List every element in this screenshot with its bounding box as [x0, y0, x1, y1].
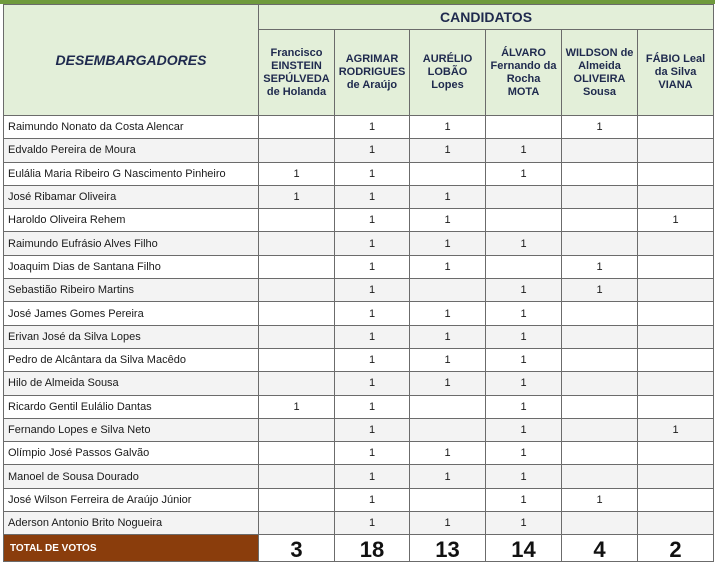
vote-cell	[638, 442, 714, 465]
votes-table	[3, 4, 714, 562]
vote-cell: 1	[486, 442, 562, 465]
vote-cell	[486, 116, 562, 139]
desembargador-name: José Wilson Ferreira de Araújo Júnior	[4, 488, 259, 511]
desembargador-name: Manoel de Sousa Dourado	[4, 465, 259, 488]
vote-cell: 1	[335, 395, 410, 418]
candidate-name-line: de Araújo	[346, 79, 398, 91]
table-row	[4, 372, 714, 395]
table-row	[4, 209, 714, 232]
vote-cell	[259, 139, 335, 162]
vote-cell	[562, 348, 638, 371]
candidatos-header: CANDIDATOS	[259, 5, 714, 30]
vote-cell	[638, 325, 714, 348]
vote-cell	[562, 395, 638, 418]
desembargador-name: Edvaldo Pereira de Moura	[4, 139, 259, 162]
candidate-name-line: Lopes	[431, 79, 464, 91]
candidate-header	[486, 30, 562, 116]
vote-cell	[638, 255, 714, 278]
vote-cell: 1	[638, 209, 714, 232]
vote-cell	[562, 325, 638, 348]
vote-cell: 1	[335, 348, 410, 371]
vote-cell	[410, 279, 486, 302]
vote-cell	[562, 209, 638, 232]
vote-cell: 1	[335, 418, 410, 441]
vote-cell: 1	[486, 372, 562, 395]
vote-cell	[562, 418, 638, 441]
totals-row	[4, 535, 714, 562]
vote-cell	[638, 116, 714, 139]
vote-cell: 1	[410, 348, 486, 371]
vote-cell: 1	[410, 185, 486, 208]
vote-cell	[638, 185, 714, 208]
vote-cell	[562, 465, 638, 488]
table-row	[4, 116, 714, 139]
vote-cell	[638, 395, 714, 418]
vote-cell: 1	[410, 325, 486, 348]
candidate-name-line: MOTA	[507, 85, 540, 98]
vote-cell: 1	[259, 162, 335, 185]
desembargador-name: Joaquim Dias de Santana Filho	[4, 255, 259, 278]
vote-cell	[259, 512, 335, 535]
vote-cell: 1	[335, 442, 410, 465]
desembargador-name: Sebastião Ribeiro Martins	[4, 279, 259, 302]
candidate-name-line: LOBÃO	[427, 66, 468, 78]
candidate-header	[410, 30, 486, 116]
table-row	[4, 488, 714, 511]
desembargador-name: Aderson Antonio Brito Nogueira	[4, 512, 259, 535]
votes-body	[4, 116, 714, 535]
vote-cell	[259, 488, 335, 511]
vote-cell: 1	[259, 395, 335, 418]
table-row	[4, 302, 714, 325]
candidate-name-line: AGRIMAR	[345, 53, 399, 65]
vote-cell	[562, 512, 638, 535]
vote-cell: 1	[486, 512, 562, 535]
vote-cell	[486, 209, 562, 232]
vote-cell: 1	[335, 232, 410, 255]
vote-cell: 1	[410, 302, 486, 325]
vote-cell: 1	[335, 512, 410, 535]
vote-cell: 1	[335, 488, 410, 511]
total-value-cell: 4	[562, 535, 638, 562]
vote-cell: 1	[335, 255, 410, 278]
vote-cell: 1	[486, 162, 562, 185]
vote-cell: 1	[335, 116, 410, 139]
candidate-name-line: RODRIGUES	[338, 66, 406, 78]
vote-cell: 1	[410, 442, 486, 465]
candidate-name-line: OLIVEIRA	[573, 72, 626, 85]
vote-cell	[562, 302, 638, 325]
vote-cell: 1	[486, 465, 562, 488]
vote-cell: 1	[410, 139, 486, 162]
desembargador-name: Raimundo Eufrásio Alves Filho	[4, 232, 259, 255]
desembargador-name: Eulália Maria Ribeiro G Nascimento Pinheiro	[4, 162, 259, 185]
candidate-name-line: Fernando da	[490, 59, 557, 72]
vote-cell	[638, 279, 714, 302]
candidate-name-line: AURÉLIO	[422, 53, 473, 65]
vote-cell: 1	[486, 325, 562, 348]
vote-cell	[486, 255, 562, 278]
vote-cell	[259, 255, 335, 278]
vote-cell: 1	[486, 279, 562, 302]
vote-cell: 1	[335, 372, 410, 395]
vote-cell	[638, 139, 714, 162]
vote-cell: 1	[335, 325, 410, 348]
vote-cell	[638, 372, 714, 395]
vote-cell: 1	[410, 232, 486, 255]
table-row	[4, 139, 714, 162]
vote-cell: 1	[410, 372, 486, 395]
vote-cell	[259, 232, 335, 255]
vote-cell	[562, 185, 638, 208]
vote-cell: 1	[486, 139, 562, 162]
table-row	[4, 395, 714, 418]
table-row	[4, 442, 714, 465]
vote-cell	[259, 116, 335, 139]
vote-cell	[638, 162, 714, 185]
desembargador-name: Raimundo Nonato da Costa Alencar	[4, 116, 259, 139]
vote-cell: 1	[259, 185, 335, 208]
desembargador-name: José James Gomes Pereira	[4, 302, 259, 325]
vote-cell	[410, 395, 486, 418]
candidate-name-line: Almeida	[578, 59, 621, 72]
vote-cell: 1	[335, 465, 410, 488]
vote-cell	[638, 232, 714, 255]
vote-cell: 1	[562, 488, 638, 511]
vote-cell: 1	[410, 512, 486, 535]
vote-cell	[259, 418, 335, 441]
vote-cell	[410, 418, 486, 441]
table-row	[4, 185, 714, 208]
vote-cell: 1	[562, 116, 638, 139]
total-value-cell: 3	[259, 535, 335, 562]
table-row	[4, 348, 714, 371]
vote-cell	[562, 442, 638, 465]
vote-cell: 1	[486, 418, 562, 441]
desembargador-name: Hilo de Almeida Sousa	[4, 372, 259, 395]
total-value-cell: 13	[410, 535, 486, 562]
vote-cell: 1	[410, 465, 486, 488]
vote-cell: 1	[410, 209, 486, 232]
candidate-name-line: SEPÚLVEDA	[263, 72, 330, 85]
candidate-header	[638, 30, 714, 116]
total-value-cell: 2	[638, 535, 714, 562]
vote-cell: 1	[410, 255, 486, 278]
vote-cell: 1	[335, 185, 410, 208]
table-row	[4, 465, 714, 488]
table-row	[4, 325, 714, 348]
vote-cell	[486, 185, 562, 208]
candidate-name-line: Sousa	[582, 85, 616, 98]
vote-cell	[562, 232, 638, 255]
candidate-header	[562, 30, 638, 116]
table-row	[4, 279, 714, 302]
vote-cell	[410, 162, 486, 185]
vote-cell	[259, 442, 335, 465]
table-row	[4, 418, 714, 441]
candidate-name-line: WILDSON de	[565, 46, 634, 59]
candidate-header	[259, 30, 335, 116]
vote-cell	[259, 325, 335, 348]
vote-cell	[259, 348, 335, 371]
desembargador-name: Ricardo Gentil Eulálio Dantas	[4, 395, 259, 418]
vote-cell	[259, 372, 335, 395]
candidate-name-line: VIANA	[658, 79, 693, 91]
vote-cell	[259, 465, 335, 488]
candidate-name-line: FÁBIO Leal	[645, 53, 706, 65]
candidate-name-line: da Silva	[654, 66, 697, 78]
vote-cell: 1	[486, 232, 562, 255]
vote-cell: 1	[562, 279, 638, 302]
vote-cell	[259, 302, 335, 325]
vote-cell	[562, 162, 638, 185]
vote-cell: 1	[335, 162, 410, 185]
candidate-name-line: Rocha	[506, 72, 541, 85]
vote-cell	[562, 372, 638, 395]
vote-cell	[259, 209, 335, 232]
vote-cell: 1	[486, 302, 562, 325]
desembargador-name: Haroldo Oliveira Rehem	[4, 209, 259, 232]
desembargador-name: Pedro de Alcântara da Silva Macêdo	[4, 348, 259, 371]
candidate-name-line: ÁLVARO	[501, 46, 546, 59]
vote-cell	[410, 488, 486, 511]
candidate-name-line: EINSTEIN	[271, 59, 322, 72]
vote-cell: 1	[335, 279, 410, 302]
table-row	[4, 512, 714, 535]
vote-cell	[638, 302, 714, 325]
desembargador-name: Fernando Lopes e Silva Neto	[4, 418, 259, 441]
desembargador-name: Olímpio José Passos Galvão	[4, 442, 259, 465]
candidate-name-line: de Holanda	[266, 85, 327, 98]
vote-cell: 1	[335, 209, 410, 232]
vote-cell: 1	[486, 348, 562, 371]
vote-cell	[638, 465, 714, 488]
table-row	[4, 232, 714, 255]
candidate-header	[335, 30, 410, 116]
vote-cell: 1	[335, 139, 410, 162]
vote-cell: 1	[638, 418, 714, 441]
candidate-name-line: Francisco	[270, 46, 323, 59]
vote-cell: 1	[486, 488, 562, 511]
total-votes-label: TOTAL DE VOTOS	[4, 535, 259, 562]
vote-cell	[638, 348, 714, 371]
total-value-cell: 14	[486, 535, 562, 562]
total-value-cell: 18	[335, 535, 410, 562]
vote-cell	[638, 488, 714, 511]
vote-cell: 1	[335, 302, 410, 325]
table-row	[4, 162, 714, 185]
vote-cell: 1	[410, 116, 486, 139]
vote-cell	[259, 279, 335, 302]
vote-cell: 1	[562, 255, 638, 278]
desembargadores-header: DESEMBARGADORES	[4, 5, 259, 116]
vote-cell	[562, 139, 638, 162]
vote-cell	[638, 512, 714, 535]
vote-cell: 1	[486, 395, 562, 418]
desembargador-name: Erivan José da Silva Lopes	[4, 325, 259, 348]
table-row	[4, 255, 714, 278]
desembargador-name: José Ribamar Oliveira	[4, 185, 259, 208]
